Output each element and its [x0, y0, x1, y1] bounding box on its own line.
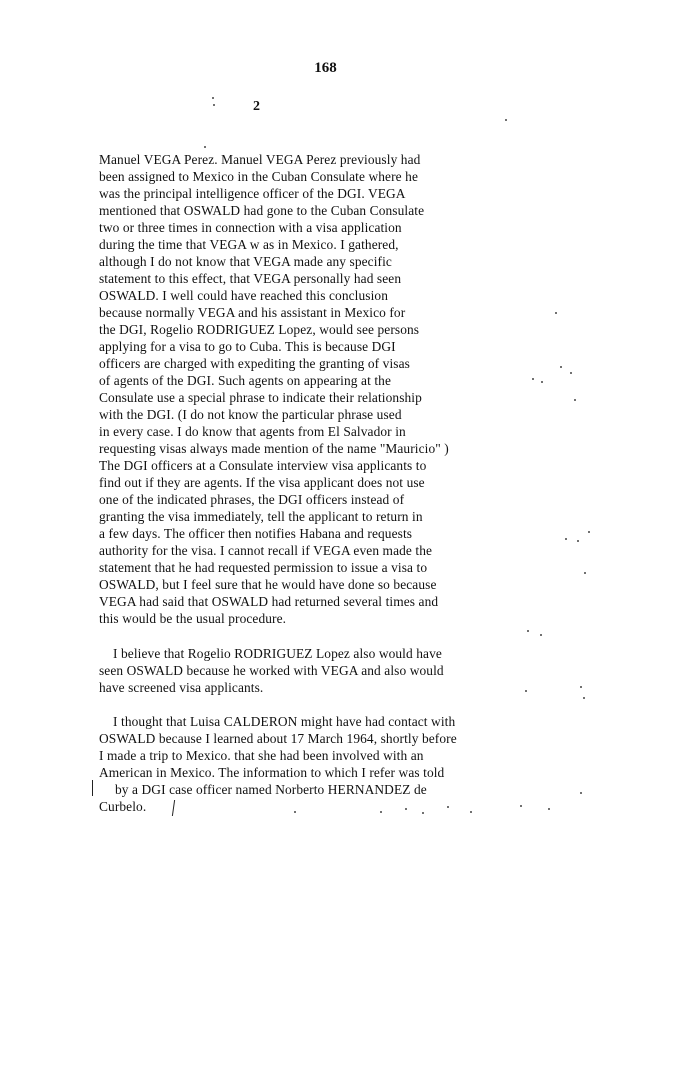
scan-speck: [577, 540, 579, 542]
text-line: this would be the usual procedure.: [99, 611, 287, 626]
text-line: a few days. The officer then notifies Habana and requests: [99, 526, 413, 541]
text-line: I thought that Luisa CALDERON might have had contact with: [113, 714, 456, 729]
scan-speck: [447, 806, 449, 808]
text-line: seen OSWALD because he worked with VEGA and also would: [99, 663, 444, 678]
scan-speck: [588, 531, 590, 533]
scan-speck: [570, 372, 572, 374]
text-line: the DGI, Rogelio RODRIGUEZ Lopez, would see persons: [99, 322, 420, 337]
text-line: applying for a visa to go to Cuba. This is because DGI: [99, 339, 396, 354]
scan-speck: [574, 399, 576, 401]
scan-speck: [505, 119, 507, 121]
text-line: American in Mexico. The information to which I refer was told: [99, 765, 445, 780]
scan-speck: [212, 97, 214, 99]
bracket-mark: [92, 780, 93, 796]
text-line: granting the visa immediately, tell the applicant to return in: [99, 509, 423, 524]
text-line: OSWALD, but I feel sure that he would have done so because: [99, 577, 437, 592]
text-line: was the principal intelligence officer of the DGI. VEGA: [99, 186, 406, 201]
scan-speck: [204, 146, 206, 148]
text-line: during the time that VEGA w as in Mexico. I gathered,: [99, 237, 399, 252]
text-line: one of the indicated phrases, the DGI officers instead of: [99, 492, 405, 507]
scan-speck: [565, 538, 567, 540]
scan-speck: [540, 634, 542, 636]
sub-page-number: 2: [253, 99, 260, 114]
text-line: although I do not know that VEGA made any specific: [99, 254, 392, 269]
text-line: The DGI officers at a Consulate interview visa applicants to: [99, 458, 427, 473]
bracket-mark: [172, 800, 175, 816]
text-line: requesting visas always made mention of the name "Mauricio" ): [99, 441, 449, 456]
scan-speck: [525, 690, 527, 692]
text-line: I made a trip to Mexico. that she had been involved with an: [99, 748, 424, 763]
scan-speck: [541, 381, 543, 383]
scan-speck: [294, 811, 296, 813]
text-line: find out if they are agents. If the visa applicant does not use: [99, 475, 425, 490]
scan-speck: [532, 378, 534, 380]
text-line: with the DGI. (I do not know the particular phrase used: [99, 407, 402, 422]
scan-speck: [405, 808, 407, 810]
text-line: statement to this effect, that VEGA personally had seen: [99, 271, 402, 286]
scan-speck: [583, 697, 585, 699]
text-line: OSWALD. I well could have reached this conclusion: [99, 288, 388, 303]
text-line: Manuel VEGA Perez. Manuel VEGA Perez previously had: [99, 152, 421, 167]
text-line: in every case. I do know that agents from El Salvador in: [99, 424, 406, 439]
scan-speck: [422, 812, 424, 814]
scan-speck: [584, 572, 586, 574]
scan-speck: [520, 805, 522, 807]
text-line: VEGA had said that OSWALD had returned several times and: [99, 594, 439, 609]
text-line: because normally VEGA and his assistant in Mexico for: [99, 305, 406, 320]
text-line: two or three times in connection with a visa application: [99, 220, 402, 235]
scan-speck: [213, 104, 215, 106]
text-line: mentioned that OSWALD had gone to the Cuban Consulate: [99, 203, 425, 218]
text-line: Curbelo.: [99, 799, 147, 814]
text-line: I believe that Rogelio RODRIGUEZ Lopez also would have: [113, 646, 442, 661]
scan-speck: [580, 792, 582, 794]
text-line: authority for the visa. I cannot recall if VEGA even made the: [99, 543, 433, 558]
scan-speck: [560, 366, 562, 368]
scan-speck: [380, 811, 382, 813]
text-line: statement that he had requested permission to issue a visa to: [99, 560, 428, 575]
text-line: Consulate use a special phrase to indicate their relationship: [99, 390, 422, 405]
text-line: have screened visa applicants.: [99, 680, 264, 695]
scan-speck: [555, 312, 557, 314]
text-line: by a DGI case officer named Norberto HERNANDEZ de: [115, 782, 427, 797]
scan-speck: [548, 808, 550, 810]
page-number: 168: [314, 60, 337, 76]
text-line: of agents of the DGI. Such agents on appearing at the: [99, 373, 391, 388]
text-line: officers are charged with expediting the granting of visas: [99, 356, 410, 371]
text-line: been assigned to Mexico in the Cuban Consulate where he: [99, 169, 418, 184]
text-line: OSWALD because I learned about 17 March 1964, shortly before: [99, 731, 457, 746]
scan-speck: [470, 811, 472, 813]
scan-speck: [580, 686, 582, 688]
scan-speck: [527, 630, 529, 632]
